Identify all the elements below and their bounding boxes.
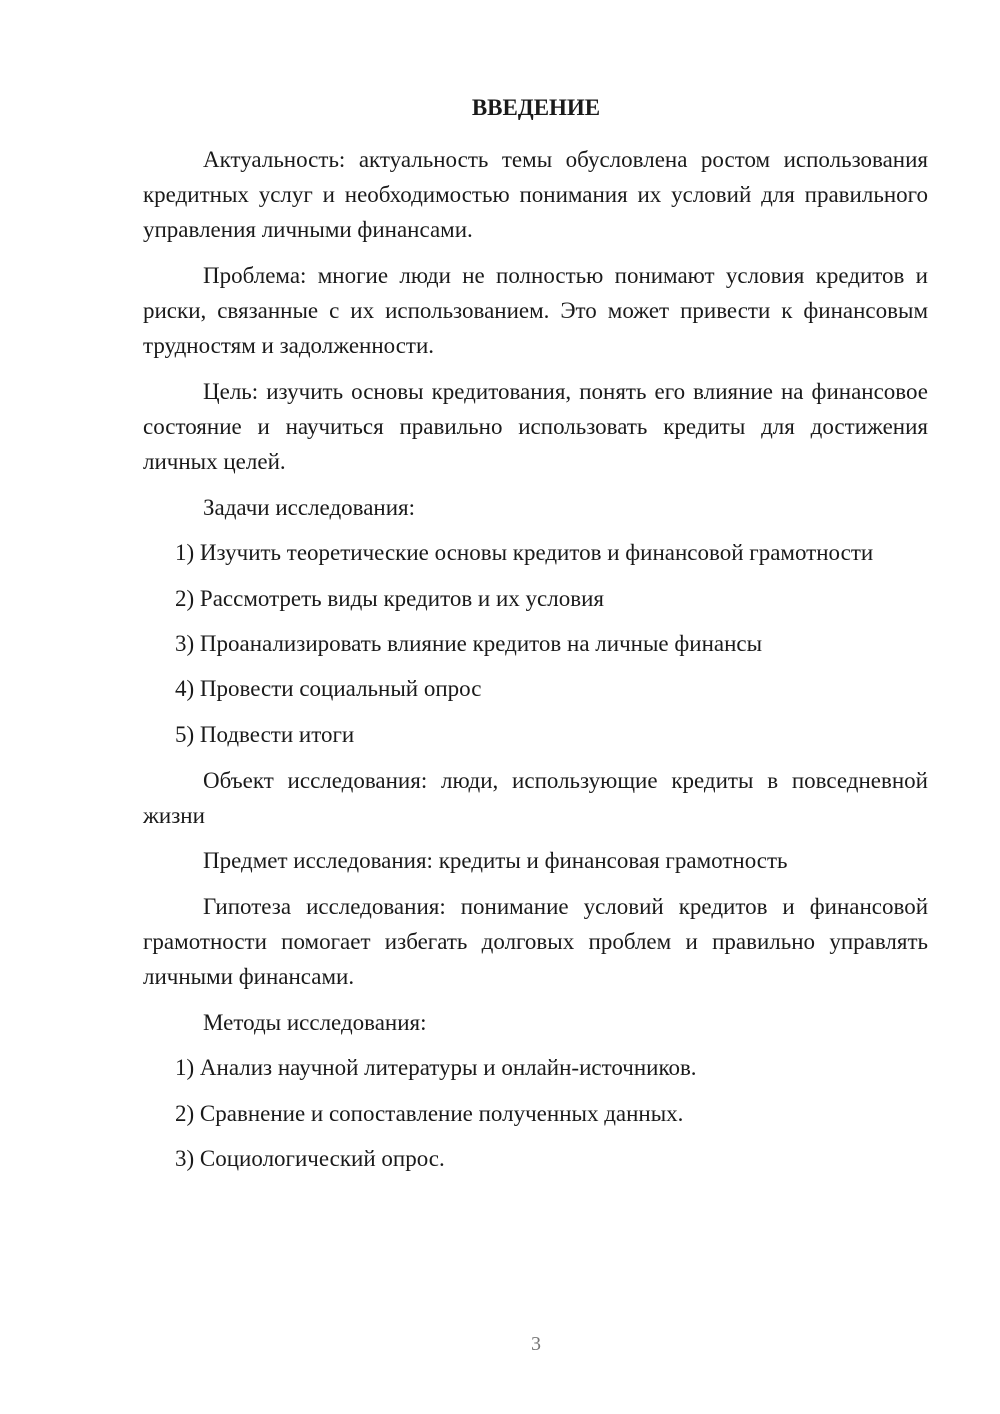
task-item: 3) Проанализировать влияние кредитов на личные финансы: [175, 631, 763, 656]
task-item: 5) Подвести итоги: [175, 722, 355, 747]
tasks-title: Задачи исследования:: [203, 495, 416, 520]
paragraph-goal: Цель: изучить основы кредитования, понять его влияние на финансовое состояние и научиться правильно использовать кредиты для достижения личных целей.: [143, 379, 928, 474]
page-number: 3: [531, 1333, 541, 1355]
page-title: ВВЕДЕНИЕ: [471, 95, 601, 120]
task-item: 2) Рассмотреть виды кредитов и их условия: [175, 586, 604, 611]
paragraph-relevance: Актуальность: актуальность темы обусловлена ростом использования кредитных услуг и необходимостью понимания их условий для правильного управления личными финансами.: [143, 147, 928, 242]
paragraph-hypothesis: Гипотеза исследования: понимание условий кредитов и финансовой грамотности помогает избегать долговых проблем и правильно управлять личными финансами.: [143, 894, 928, 989]
methods-title: Методы исследования:: [203, 1010, 427, 1035]
task-item: 1) Изучить теоретические основы кредитов и финансовой грамотности: [175, 540, 874, 565]
method-item: 3) Социологический опрос.: [175, 1146, 445, 1171]
paragraph-problem: Проблема: многие люди не полностью понимают условия кредитов и риски, связанные с их использованием. Это может привести к финансовым трудностям и задолженности.: [143, 263, 928, 358]
task-item: 4) Провести социальный опрос: [175, 676, 482, 701]
method-item: 2) Сравнение и сопоставление полученных данных.: [175, 1101, 684, 1126]
paragraph-object: Объект исследования: люди, использующие кредиты в повседневной жизни: [143, 768, 928, 828]
paragraph-subject: Предмет исследования: кредиты и финансовая грамотность: [203, 848, 788, 873]
method-item: 1) Анализ научной литературы и онлайн-источников.: [175, 1055, 697, 1080]
